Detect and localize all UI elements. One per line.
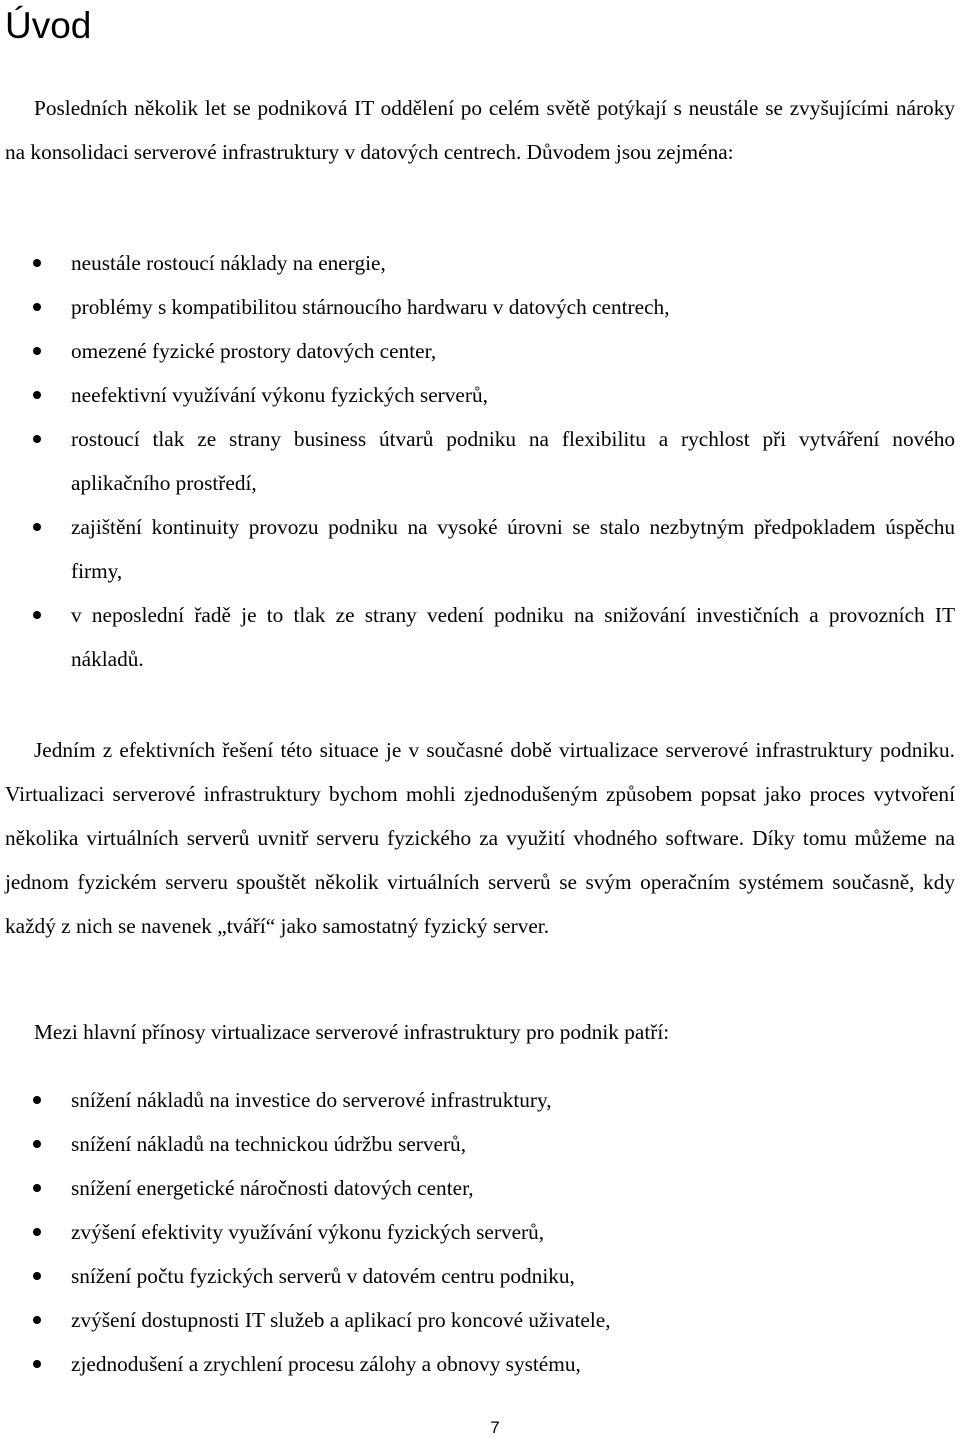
reason-item: rostoucí tlak ze strany business útvarů podniku na flexibilitu a rychlost při vytváření nového aplikačního prostředí, (0, 417, 955, 505)
virtualization-paragraph: Jedním z efektivních řešení této situace je v současné době virtualizace serverové infrastruktury podniku. Virtualizaci serverové infrastruktury bychom mohli zjednodušeným způsobem popsat jako proces vytvoření několika virtuálních serverů uvnitř serveru fyzického za využití vhodného software. Díky tomu můžeme na jednom fyzickém serveru spouštět několik virtuálních serverů se svým operačním systémem současně, kdy každý z nich se navenek „tváří“ jako samostatný fyzický server. (5, 738, 955, 938)
benefits-intro: Mezi hlavní přínosy virtualizace serverové infrastruktury pro podnik patří: (34, 1020, 670, 1044)
reason-item: neustále rostoucí náklady na energie, (0, 241, 955, 285)
benefit-item: zvýšení efektivity využívání výkonu fyzických serverů, (0, 1210, 955, 1254)
benefit-item: snížení nákladů na investice do serverové infrastruktury, (0, 1078, 955, 1122)
benefits-list (0, 1078, 955, 1386)
benefit-item: snížení nákladů na technickou údržbu serverů, (0, 1122, 955, 1166)
benefit-item: zvýšení dostupnosti IT služeb a aplikací pro koncové uživatele, (0, 1298, 955, 1342)
reason-item: neefektivní využívání výkonu fyzických serverů, (0, 373, 955, 417)
reason-item: omezené fyzické prostory datových center, (0, 329, 955, 373)
benefit-item: zjednodušení a zrychlení procesu zálohy a obnovy systému, (0, 1342, 955, 1386)
page-number: 7 (490, 1418, 500, 1437)
intro-paragraph: Posledních několik let se podniková IT oddělení po celém světě potýkají s neustále se zvyšujícími nároky na konsolidaci serverové infrastruktury v datových centrech. Důvodem jsou zejména: (5, 96, 955, 164)
reasons-list (0, 241, 955, 681)
reason-item: zajištění kontinuity provozu podniku na vysoké úrovni se stalo nezbytným předpokladem úspěchu firmy, (0, 505, 955, 593)
benefit-item: snížení energetické náročnosti datových center, (0, 1166, 955, 1210)
benefit-item: snížení počtu fyzických serverů v datovém centru podniku, (0, 1254, 955, 1298)
reason-item: v neposlední řadě je to tlak ze strany vedení podniku na snižování investičních a provozních IT nákladů. (0, 593, 955, 681)
page-heading: Úvod (5, 5, 92, 46)
reason-item: problémy s kompatibilitou stárnoucího hardwaru v datových centrech, (0, 285, 955, 329)
